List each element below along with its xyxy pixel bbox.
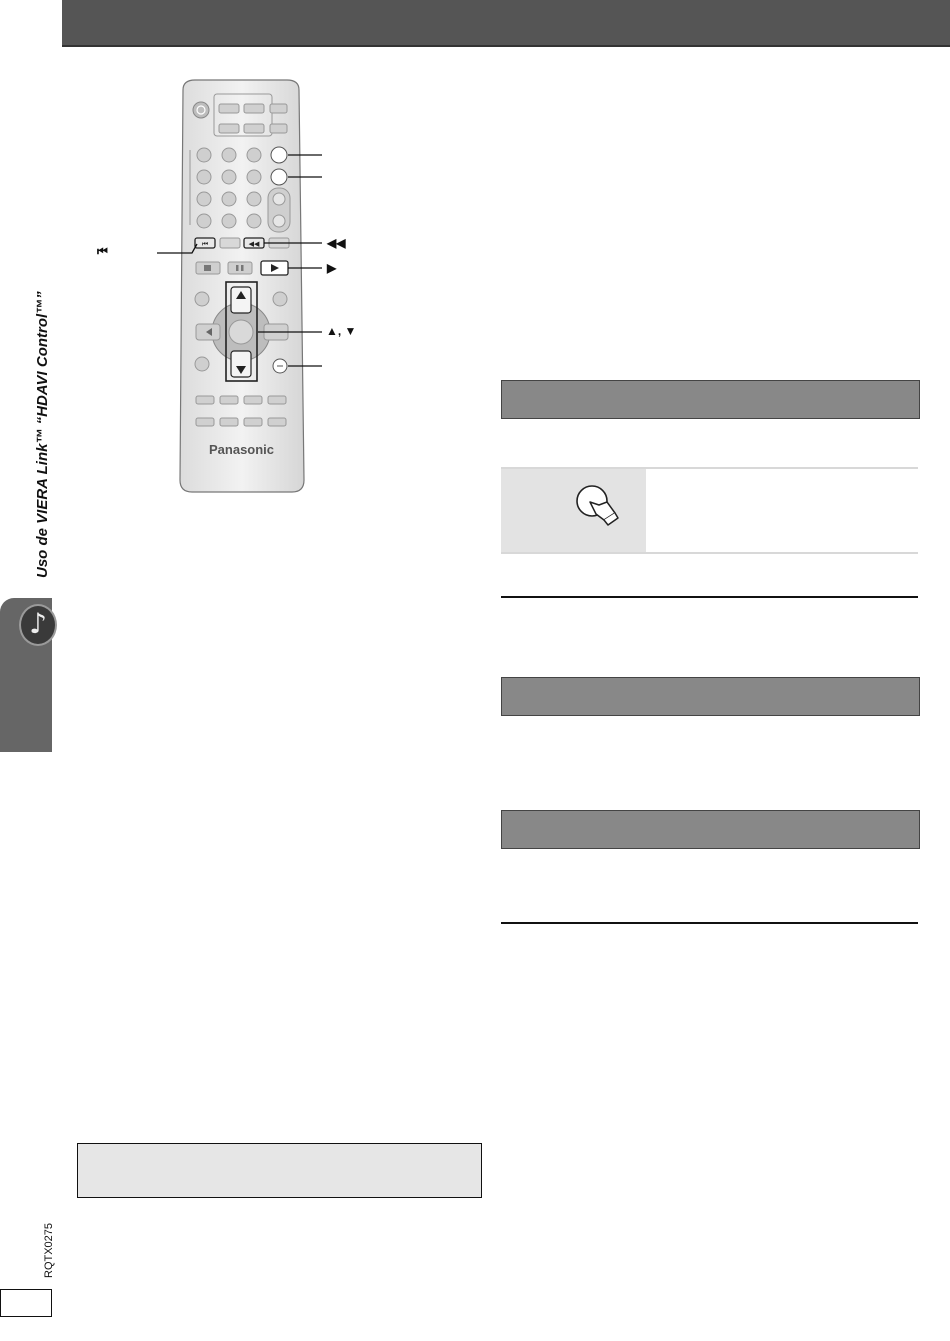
tip-panel [501, 467, 918, 554]
callout-rewind: ◀◀ [327, 236, 346, 250]
section-bar-2 [501, 677, 920, 716]
pointing-hand-icon [501, 469, 646, 552]
section-bar-1 [501, 380, 920, 419]
remote-control-illustration [0, 0, 950, 520]
power-icon [193, 102, 209, 118]
tip-panel-icon-area [501, 469, 646, 552]
play-icon [261, 261, 288, 275]
side-section-title: Uso de VIERA Link™ “HDAVI Control™” [34, 291, 51, 578]
arrow-up-icon [231, 287, 251, 313]
svg-text:◀◀: ◀◀ [248, 241, 260, 248]
divider-rule-2 [501, 922, 918, 924]
section-bar-3 [501, 810, 920, 849]
music-note-icon: ♪ [19, 604, 57, 646]
arrow-left-icon [196, 324, 220, 340]
note-box [77, 1143, 482, 1198]
page-number-box [0, 1289, 52, 1317]
svg-text:⏮: ⏮ [201, 241, 209, 248]
callout-up-down: ▲, ▼ [326, 324, 357, 338]
callout-play: ▶ [327, 261, 337, 275]
divider-rule-1 [501, 596, 918, 598]
brand-logo: Panasonic [209, 442, 275, 457]
pause-icon [228, 262, 252, 274]
document-code: RQTX0275 [43, 1222, 55, 1278]
stop-icon [196, 262, 220, 274]
callout-skip-prev: ⏮ [97, 244, 108, 258]
arrow-down-icon [231, 351, 251, 377]
